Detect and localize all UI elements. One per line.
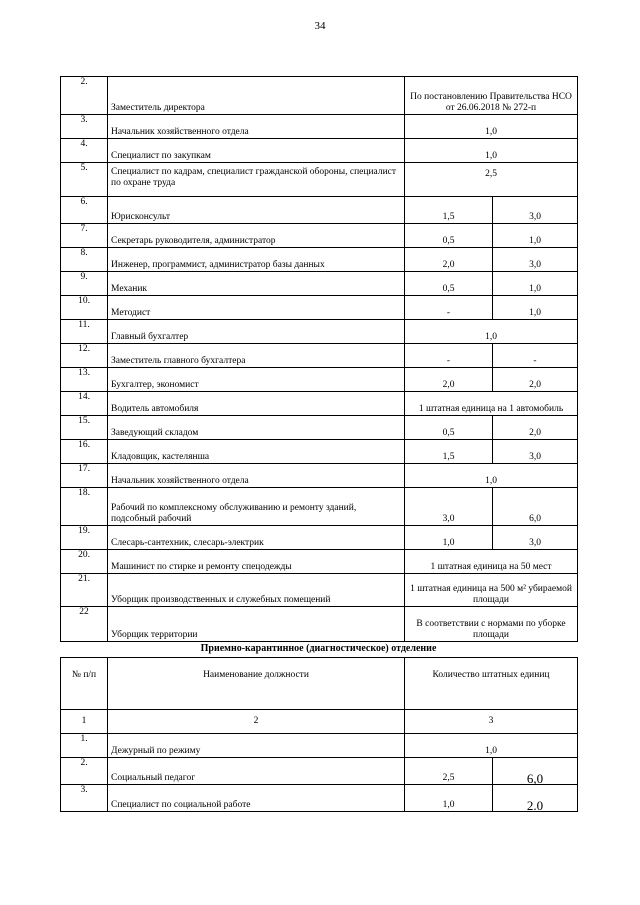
position-count: 1,0 xyxy=(405,734,578,758)
table-row xyxy=(61,607,578,642)
position-count: 1,0 xyxy=(405,320,578,344)
header-count: Количество штатных единиц xyxy=(405,658,578,710)
position-count: 1,0 xyxy=(405,115,578,139)
count-max: 2,0 xyxy=(493,368,578,392)
row-number: 19. xyxy=(61,526,108,550)
row-number: 7. xyxy=(61,224,108,248)
count-max: 3,0 xyxy=(493,248,578,272)
position-count: 1 штатная единица на 50 мест xyxy=(405,550,578,574)
table-row xyxy=(61,163,578,197)
position-count: 1 штатная единица на 1 автомобиль xyxy=(405,392,578,416)
count-min: 1,0 xyxy=(405,526,493,550)
row-number: 9. xyxy=(61,272,108,296)
position-count: 1,0 xyxy=(405,139,578,163)
table-row xyxy=(61,368,578,392)
table-row xyxy=(61,392,578,416)
position-name: Слесарь-сантехник, слесарь-электрик xyxy=(108,526,405,550)
row-number: 1. xyxy=(61,734,108,758)
position-name: Бухгалтер, экономист xyxy=(108,368,405,392)
count-max: 1,0 xyxy=(493,296,578,320)
count-max: 3,0 xyxy=(493,440,578,464)
row-number: 22 xyxy=(61,607,108,642)
count-min: 0,5 xyxy=(405,416,493,440)
position-name: Водитель автомобиля xyxy=(108,392,405,416)
table-row xyxy=(61,574,578,607)
position-name: Главный бухгалтер xyxy=(108,320,405,344)
position-name: Юрисконсульт xyxy=(108,197,405,224)
table-row xyxy=(61,785,578,812)
table-row xyxy=(61,526,578,550)
position-name: Уборщик территории xyxy=(108,607,405,642)
row-number: 2. xyxy=(61,77,108,115)
count-min: - xyxy=(405,296,493,320)
row-number: 4. xyxy=(61,139,108,163)
table-row xyxy=(61,115,578,139)
row-number: 5. xyxy=(61,163,108,197)
table-row xyxy=(61,224,578,248)
table-header-row xyxy=(61,658,578,710)
table-row xyxy=(61,734,578,758)
table-row xyxy=(61,296,578,320)
count-min: 3,0 xyxy=(405,488,493,526)
position-name: Заместитель главного бухгалтера xyxy=(108,344,405,368)
position-name: Начальник хозяйственного отдела xyxy=(108,115,405,139)
table-row xyxy=(61,272,578,296)
staffing-table xyxy=(60,76,578,642)
row-number: 13. xyxy=(61,368,108,392)
row-number: 12. xyxy=(61,344,108,368)
position-count: 2,5 xyxy=(405,163,578,197)
count-max: 6,0 xyxy=(493,488,578,526)
count-max: 1,0 xyxy=(493,224,578,248)
count-min: 0,5 xyxy=(405,224,493,248)
position-count: 1 штатная единица на 500 м² убираемой площади xyxy=(405,574,578,607)
position-name: Инженер, программист, администратор базы данных xyxy=(108,248,405,272)
position-name: Машинист по стирке и ремонту спецодежды xyxy=(108,550,405,574)
table-row xyxy=(61,248,578,272)
department-table xyxy=(60,657,578,812)
count-max: 2.0 xyxy=(493,785,578,812)
position-name: Дежурный по режиму xyxy=(108,734,405,758)
index-cell: 2 xyxy=(108,710,405,734)
header-position: Наименование должности xyxy=(108,658,405,710)
position-name: Начальник хозяйственного отдела xyxy=(108,464,405,488)
row-number: 16. xyxy=(61,440,108,464)
index-cell: 3 xyxy=(405,710,578,734)
row-number: 17. xyxy=(61,464,108,488)
table-row xyxy=(61,464,578,488)
page-number: 34 xyxy=(314,20,326,32)
position-count: 1,0 xyxy=(405,464,578,488)
count-max: 3,0 xyxy=(493,197,578,224)
row-number: 3. xyxy=(61,115,108,139)
table-row xyxy=(61,197,578,224)
table-index-row xyxy=(61,710,578,734)
index-cell: 1 xyxy=(61,710,108,734)
position-count: По постановлению Правительства НСО от 26.06.2018 № 272-п xyxy=(405,77,578,115)
row-number: 8. xyxy=(61,248,108,272)
position-name: Специалист по социальной работе xyxy=(108,785,405,812)
count-min: 2,0 xyxy=(405,248,493,272)
count-min: - xyxy=(405,344,493,368)
header-number: № п/п xyxy=(61,658,108,710)
count-min: 2,0 xyxy=(405,368,493,392)
row-number: 14. xyxy=(61,392,108,416)
table-row xyxy=(61,488,578,526)
table-row xyxy=(61,320,578,344)
row-number: 11. xyxy=(61,320,108,344)
position-name: Рабочий по комплексному обслуживанию и ремонту зданий, подсобный рабочий xyxy=(108,488,405,526)
position-name: Заместитель директора xyxy=(108,77,405,115)
count-min: 1,5 xyxy=(405,440,493,464)
position-name: Методист xyxy=(108,296,405,320)
position-name: Специалист по закупкам xyxy=(108,139,405,163)
position-name: Механик xyxy=(108,272,405,296)
count-min: 1,0 xyxy=(405,785,493,812)
position-count: В соответствии с нормами по уборке площади xyxy=(405,607,578,642)
row-number: 6. xyxy=(61,197,108,224)
position-name: Социальный педагог xyxy=(108,758,405,785)
position-name: Секретарь руководителя, администратор xyxy=(108,224,405,248)
row-number: 18. xyxy=(61,488,108,526)
row-number: 2. xyxy=(61,758,108,785)
count-max: 3,0 xyxy=(493,526,578,550)
row-number: 21. xyxy=(61,574,108,607)
count-max: - xyxy=(493,344,578,368)
table-row xyxy=(61,550,578,574)
table-row xyxy=(61,139,578,163)
section-title: Приемно-карантинное (диагностическое) отделение xyxy=(200,643,437,654)
count-min: 0,5 xyxy=(405,272,493,296)
table-row xyxy=(61,344,578,368)
row-number: 3. xyxy=(61,785,108,812)
count-max: 6,0 xyxy=(493,758,578,785)
row-number: 15. xyxy=(61,416,108,440)
position-name: Заведующий складом xyxy=(108,416,405,440)
row-number: 10. xyxy=(61,296,108,320)
count-min: 1,5 xyxy=(405,197,493,224)
count-max: 2,0 xyxy=(493,416,578,440)
position-name: Кладовщик, кастелянша xyxy=(108,440,405,464)
row-number: 20. xyxy=(61,550,108,574)
position-name: Уборщик производственных и служебных помещений xyxy=(108,574,405,607)
table-row xyxy=(61,440,578,464)
count-max: 1,0 xyxy=(493,272,578,296)
table-row xyxy=(61,758,578,785)
count-min: 2,5 xyxy=(405,758,493,785)
position-name: Специалист по кадрам, специалист гражданской обороны, специалист по охране труда xyxy=(108,163,405,197)
table-row xyxy=(61,416,578,440)
table-row xyxy=(61,77,578,115)
